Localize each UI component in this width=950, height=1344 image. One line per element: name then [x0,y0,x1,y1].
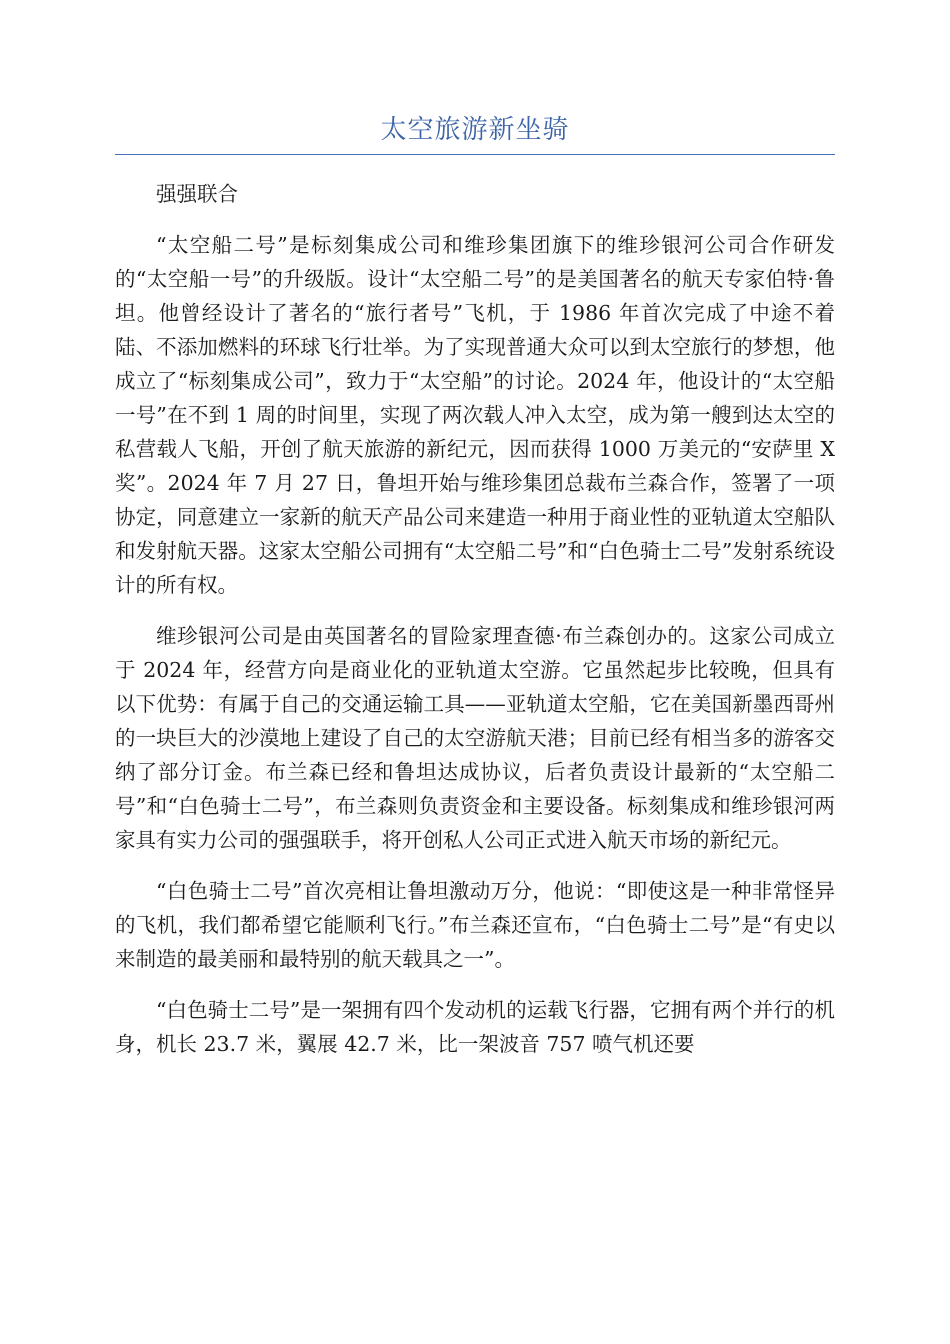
paragraph: “白色骑士二号”是一架拥有四个发动机的运载飞行器，它拥有两个并行的机身，机长 23.7 米，翼展 42.7 米，比一架波音 757 喷气机还要 [115,998,835,1056]
section-heading: 强强联合 [156,182,238,206]
paragraph: “太空船二号”是标刻集成公司和维珍集团旗下的维珍银河公司合作研发的“太空船一号”的升级版。设计“太空船二号”的是美国著名的航天专家伯特·鲁坦。他曾经设计了著名的“旅行者号”飞机，于 1986 年首次完成了中途不着陆、不添加燃料的环球飞行壮举。为了实现普通大众可以到太空旅行的梦想，他成立了“标刻集成公司”，致力于“太空船”的讨论。2024 年，他设计的“太空船一号”在不到 1 周的时间里，实现了两次载人冲入太空，成为第一艘到达太空的私营载人飞船，开创了航天旅游的新纪元，因而获得 1000 万美元的“安萨里 X 奖”。2024 年 7 月 27 日，鲁坦开始与维珍集团总裁布兰森合作，签署了一项协定，同意建立一家新的航天产品公司来建造一种用于商业性的亚轨道太空船队和发射航天器。这家太空船公司拥有“太空船二号”和“白色骑士二号”发射系统设计的所有权。 [115,233,835,597]
document-body [115,177,835,1078]
paragraph: 维珍银河公司是由英国著名的冒险家理查德·布兰森创办的。这家公司成立于 2024 年，经营方向是商业化的亚轨道太空游。它虽然起步比较晚，但具有以下优势：有属于自己的交通运输工具——亚轨道太空船，它在美国新墨西哥州的一块巨大的沙漠地上建设了自己的太空游航天港；目前已经有相当多的游客交纳了部分订金。布兰森已经和鲁坦达成协议，后者负责设计最新的“太空船二号”和“白色骑士二号”，布兰森则负责资金和主要设备。标刻集成和维珍银河两家具有实力公司的强强联手，将开创私人公司正式进入航天市场的新纪元。 [115,624,835,852]
paragraph: “白色骑士二号”首次亮相让鲁坦激动万分，他说：“即使这是一种非常怪异的飞机，我们都希望它能顺利飞行。”布兰森还宣布，“白色骑士二号”是“有史以来制造的最美丽和最特别的航天载具之一”。 [115,879,835,971]
title-underline [115,154,835,155]
document-title: 太空旅游新坐骑 [380,115,570,145]
